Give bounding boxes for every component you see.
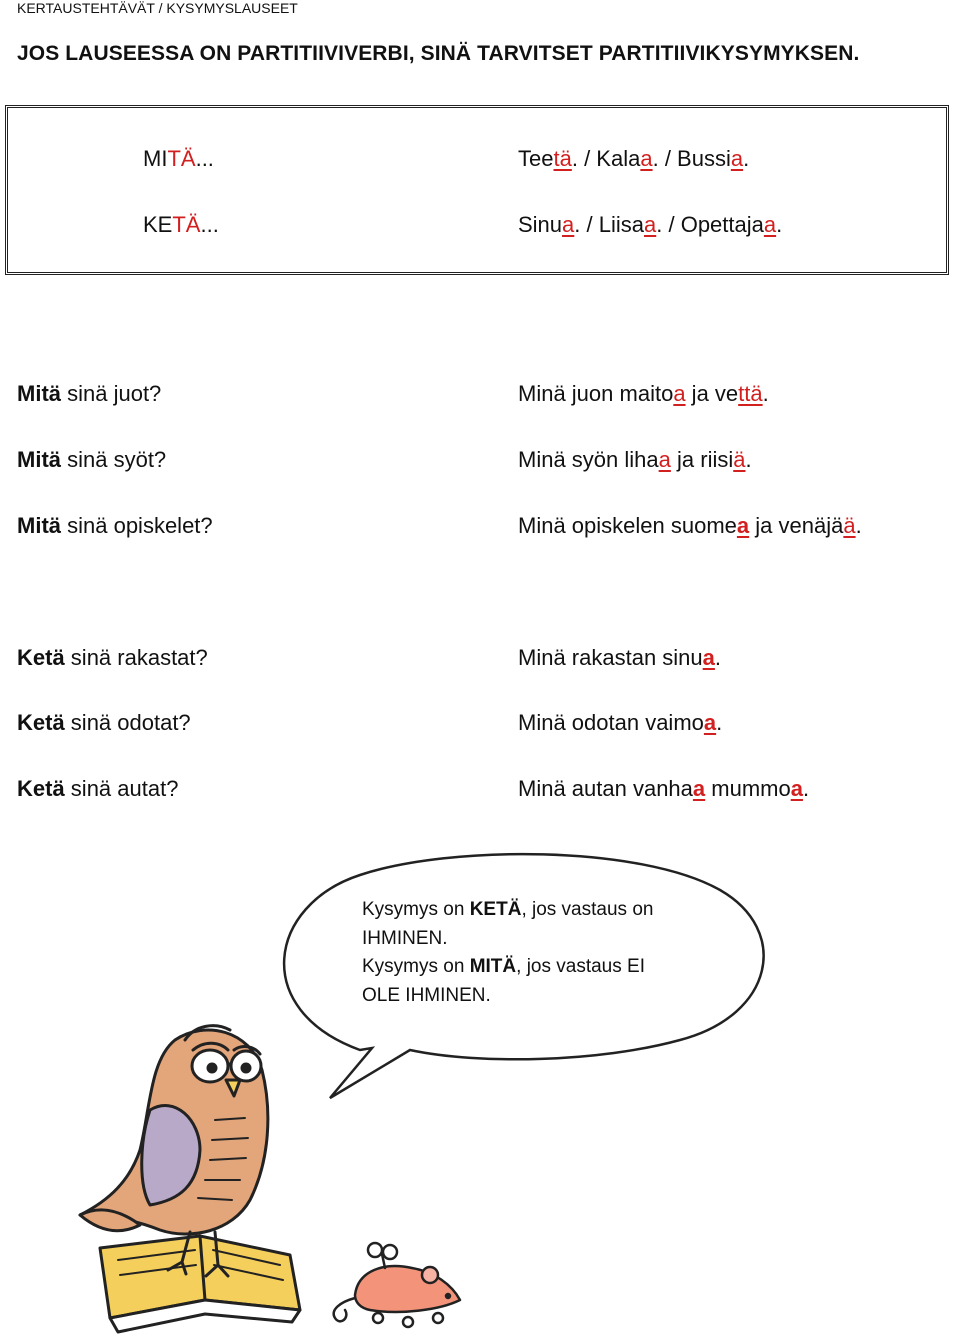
mita-answer-2: Minä syön lihaa ja riisiä. — [518, 447, 752, 472]
keta-answer-3: Minä autan vanhaa mummoa. — [518, 776, 810, 801]
keta-question-3: Ketä sinä autat? — [17, 776, 179, 801]
speech-bubble-text — [362, 896, 722, 1010]
keta-answer-1: Minä rakastan sinua. — [518, 645, 722, 670]
mouse-illustration — [334, 1243, 460, 1327]
bubble-line-3: Kysymys on MITÄ, jos vastaus EI — [362, 956, 645, 977]
keta-question-1: Ketä sinä rakastat? — [17, 645, 208, 670]
bubble-line-2: IHMINEN. — [362, 927, 448, 949]
bubble-line-1: Kysymys on KETÄ, jos vastaus on — [362, 899, 654, 920]
book-icon — [100, 1236, 300, 1332]
mita-question-1: Mitä sinä juot? — [17, 381, 162, 406]
keta-question-2: Ketä sinä odotat? — [17, 710, 191, 735]
mita-answer-1: Minä juon maitoa ja vettä. — [518, 381, 769, 406]
bubble-line-4: OLE IHMINEN. — [362, 984, 491, 1006]
mita-question-2: Mitä sinä syöt? — [17, 447, 167, 472]
mita-question-3: Mitä sinä opiskelet? — [17, 513, 213, 538]
rule-question-mita: MITÄ... — [143, 146, 214, 171]
header-label: KERTAUSTEHTÄVÄT / KYSYMYSLAUSEET — [17, 0, 298, 16]
rule-answers-keta: Sinua. / Liisaa. / Opettajaa. — [518, 212, 783, 237]
rule-question-keta: KETÄ... — [143, 212, 219, 237]
page-title: JOS LAUSEESSA ON PARTITIIVIVERBI, SINÄ TARVITSET PARTITIIVIKYSYMYKSEN. — [17, 42, 860, 65]
keta-answer-2: Minä odotan vaimoa. — [518, 710, 723, 735]
owl-illustration — [80, 1026, 300, 1332]
mita-answer-3: Minä opiskelen suomea ja venäjää. — [518, 513, 862, 538]
rule-answers-mita: Teetä. / Kalaa. / Bussia. — [518, 146, 750, 171]
